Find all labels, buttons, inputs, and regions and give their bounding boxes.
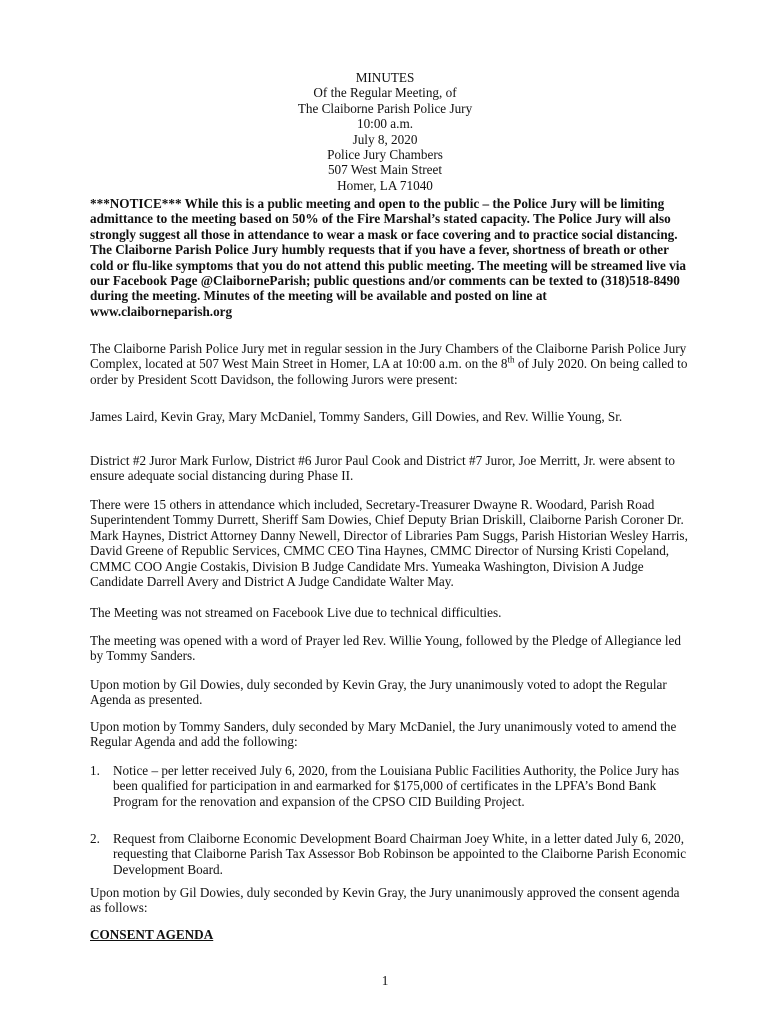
header-location: Police Jury Chambers [327,147,443,163]
agenda-item-number: 1. [90,763,100,778]
agenda-item-2 [90,831,692,877]
header-time: 10:00 a.m. [356,116,414,132]
header-title: MINUTES [355,70,415,85]
agenda-item-number: 2. [90,831,100,846]
minutes-header [0,70,770,193]
jurors-absent-paragraph: District #2 Juror Mark Furlow, District #6 Juror Paul Cook and District #7 Juror, Joe Merritt, Jr. were absent to ensure adequate social distancing during Phase II. [90,453,676,484]
header-organization: The Claiborne Parish Police Jury [297,100,473,116]
motion-consent-agenda: Upon motion by Gil Dowies, duly seconded by Kevin Gray, the Jury unanimously approved the consent agenda as follows: [90,885,680,916]
prayer-paragraph: The meeting was opened with a word of Prayer led Rev. Willie Young, followed by the Pledge of Allegiance led by Tommy Sanders. [90,633,681,664]
header-date: July 8, 2020 [352,131,418,147]
session-ordinal-suffix: th [507,355,515,366]
agenda-item-text: Notice – per letter received July 6, 2020, from the Louisiana Public Facilities Authority, the Police Jury has been qualified for participation in and earmarked for $175,000 of certificates in the LPFA’s Bond Bank Program for the renovation and expansion of the CPSO CID Building Project. [113,763,680,809]
agenda-item-1 [90,763,692,809]
facebook-paragraph: The Meeting was not streamed on Facebook Live due to technical difficulties. [90,605,502,620]
public-notice: ***NOTICE*** While this is a public meeting and open to the public – the Police Jury will be limiting admittance to the meeting based on 50% of the Fire Marshal’s stated capacity. The Police Jury will also strongly suggest all those in attendance to wear a mask or face covering and to practice social distancing. The Claiborne Parish Police Jury humbly requests that if you have a fever, shortness of breath or other cold or flu-like symptoms that you do not attend this public meeting. The meeting will be streamed live via our Facebook Page @ClaiborneParish; public questions and/or comments can be texted to (318)518-8490 during the meeting. Minutes of the meeting will be available and posted on line at www.claiborneparish.org [90,196,687,319]
agenda-item-text: Request from Claiborne Economic Development Board Chairman Joey White, in a letter dated July 6, 2020, requesting that Claiborne Parish Tax Assessor Bob Robinson be appointed to the Claiborne Parish Economic Development Board. [113,831,687,877]
session-text-part1: The Claiborne Parish Police Jury met in regular session in the Jury Chambers of the Claiborne Parish Police Jury Complex, located at 507 West Main Street in Homer, LA at 10:00 a.m. on the 8 [90,341,687,372]
session-paragraph [90,341,692,387]
header-street: 507 West Main Street [327,162,443,178]
session-text-part2: of July 2020. On being called to order by President Scott Davidson, the following Jurors were present: [90,356,688,387]
header-city: Homer, LA 71040 [337,177,433,193]
consent-agenda-heading: CONSENT AGENDA [90,927,214,942]
page-number: 1 [381,973,389,988]
header-meeting-type: Of the Regular Meeting, of [313,85,457,101]
attendees-paragraph: There were 15 others in attendance which included, Secretary-Treasurer Dwayne R. Woodard, Parish Road Superintendent Tommy Durrett, Sheriff Sam Dowies, Chief Deputy Brian Driskill, Claiborne Parish Coroner Dr. Mark Haynes, District Attorney Danny Newell, Director of Libraries Pam Suggs, Parish Historian Wesley Harris, David Greene of Republic Services, CMMC CEO Tina Haynes, CMMC Director of Nursing Kristi Copeland, CMMC COO Angie Costakis, Division B Judge Candidate Mrs. Yumeaka Washington, Division A Judge Candidate Darrell Avery and District A Judge Candidate Walter May. [90,497,688,590]
motion-adopt-agenda: Upon motion by Gil Dowies, duly seconded by Kevin Gray, the Jury unanimously voted to adopt the Regular Agenda as presented. [90,677,667,708]
jurors-present-paragraph: James Laird, Kevin Gray, Mary McDaniel, Tommy Sanders, Gill Dowies, and Rev. Willie Young, Sr. [90,409,623,424]
motion-amend-agenda: Upon motion by Tommy Sanders, duly seconded by Mary McDaniel, the Jury unanimously voted to amend the Regular Agenda and add the following: [90,719,677,750]
